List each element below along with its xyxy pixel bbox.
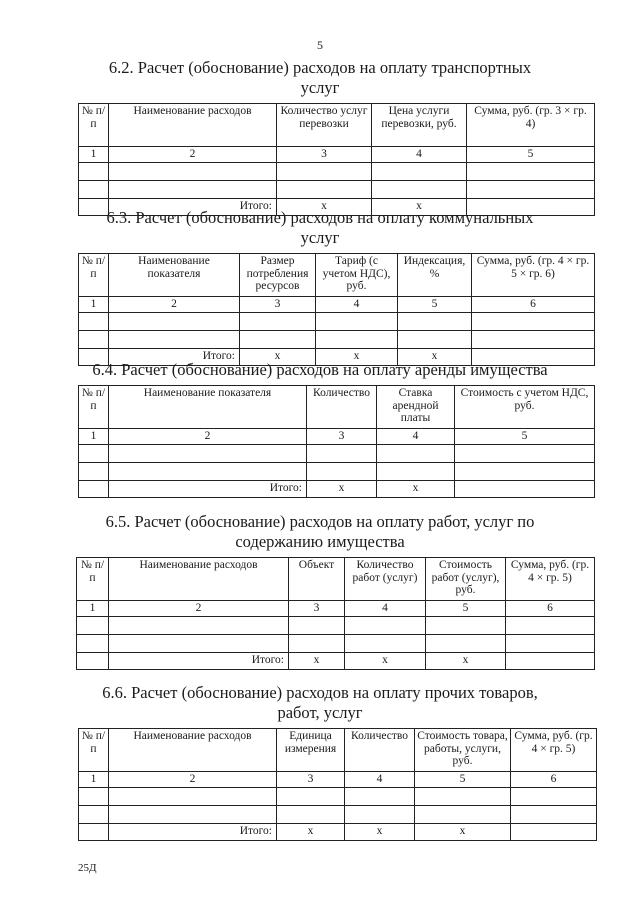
total-mark: х — [415, 823, 511, 840]
column-number: 5 — [467, 147, 595, 163]
total-mark: х — [277, 823, 345, 840]
column-number: 1 — [79, 297, 109, 313]
column-number: 3 — [240, 297, 316, 313]
header-cell: Цена услуги перевозки, руб. — [372, 104, 467, 147]
header-cell: Сумма, руб. (гр. 4 × гр. 5) — [506, 558, 595, 601]
table-row — [79, 312, 595, 330]
total-mark: х — [345, 823, 415, 840]
section-6-3 — [0, 208, 640, 366]
expense-table — [78, 253, 595, 366]
column-number: 5 — [415, 772, 511, 788]
total-label: Итого: — [109, 198, 277, 215]
table-row — [77, 616, 595, 634]
column-number: 2 — [109, 772, 277, 788]
column-number: 2 — [109, 297, 240, 313]
header-cell: Количество работ (услуг) — [345, 558, 426, 601]
column-number: 6 — [511, 772, 597, 788]
header-cell: Наименование расходов — [109, 729, 277, 772]
column-number: 1 — [79, 772, 109, 788]
section-6-6 — [0, 683, 640, 841]
column-number: 2 — [109, 147, 277, 163]
total-row — [77, 652, 595, 669]
table-row — [79, 462, 595, 480]
column-number: 4 — [316, 297, 398, 313]
header-cell: Сумма, руб. (гр. 4 × гр. 5 × гр. 6) — [472, 254, 595, 297]
header-cell: Количество услуг перевозки — [277, 104, 372, 147]
header-cell: Сумма, руб. (гр. 3 × гр. 4) — [467, 104, 595, 147]
header-cell: Сумма, руб. (гр. 4 × гр. 5) — [511, 729, 597, 772]
expense-table — [78, 103, 595, 216]
table-row — [79, 787, 597, 805]
table-row — [79, 180, 595, 198]
header-cell: № п/п — [79, 729, 109, 772]
section-6-5 — [0, 512, 640, 670]
column-number: 4 — [345, 772, 415, 788]
header-cell: Ставка арендной платы — [377, 386, 455, 429]
header-cell: Наименование расходов — [109, 104, 277, 147]
column-number: 1 — [79, 147, 109, 163]
header-cell: Наименование показателя — [109, 386, 307, 429]
total-row — [79, 480, 595, 497]
column-number: 1 — [79, 429, 109, 445]
column-number: 6 — [506, 601, 595, 617]
section-title: 6.4. Расчет (обоснование) расходов на оплату аренды имущества — [92, 360, 548, 379]
header-cell: Стоимость с учетом НДС, руб. — [455, 386, 595, 429]
section-title: 6.5. Расчет (обоснование) расходов на оплату работ, услуг по содержанию имущества — [105, 512, 535, 551]
section-title: 6.3. Расчет (обоснование) расходов на оплату коммунальных услуг — [106, 208, 534, 247]
total-label: Итого: — [109, 348, 240, 365]
total-mark: х — [398, 348, 472, 365]
table-row — [79, 444, 595, 462]
column-number: 1 — [77, 601, 109, 617]
table-row — [77, 634, 595, 652]
header-cell: Стоимость товара, работы, услуги, руб. — [415, 729, 511, 772]
total-mark: х — [277, 198, 372, 215]
header-cell: Наименование расходов — [109, 558, 289, 601]
total-label: Итого: — [109, 652, 289, 669]
column-number: 4 — [345, 601, 426, 617]
header-cell: Количество — [345, 729, 415, 772]
total-mark: х — [307, 480, 377, 497]
section-6-4 — [0, 360, 640, 498]
header-cell: № п/п — [79, 254, 109, 297]
column-number: 5 — [426, 601, 506, 617]
column-number: 2 — [109, 601, 289, 617]
expense-table — [78, 385, 595, 498]
total-mark: х — [240, 348, 316, 365]
header-cell: Единица измерения — [277, 729, 345, 772]
expense-table — [78, 728, 597, 841]
total-mark: х — [372, 198, 467, 215]
section-title: 6.2. Расчет (обоснование) расходов на оплату транспортных услуг — [108, 58, 532, 97]
header-cell: Размер потребления ресурсов — [240, 254, 316, 297]
column-number: 2 — [109, 429, 307, 445]
header-cell: № п/п — [79, 386, 109, 429]
page-number: 5 — [317, 38, 323, 52]
section-title: 6.6. Расчет (обоснование) расходов на оплату прочих товаров, работ, услуг — [102, 683, 538, 722]
table-row — [79, 330, 595, 348]
header-cell: № п/п — [79, 104, 109, 147]
column-number: 3 — [277, 147, 372, 163]
column-number: 3 — [277, 772, 345, 788]
header-cell: Тариф (с учетом НДС), руб. — [316, 254, 398, 297]
footer-code: 25Д — [78, 862, 97, 874]
total-mark: х — [316, 348, 398, 365]
total-mark: х — [426, 652, 506, 669]
total-mark: х — [377, 480, 455, 497]
header-cell: Объект — [289, 558, 345, 601]
column-number: 3 — [289, 601, 345, 617]
header-cell: Количество — [307, 386, 377, 429]
column-number: 4 — [377, 429, 455, 445]
header-cell: Стоимость работ (услуг), руб. — [426, 558, 506, 601]
total-mark: х — [345, 652, 426, 669]
total-label: Итого: — [109, 823, 277, 840]
total-row — [79, 823, 597, 840]
total-label: Итого: — [109, 480, 307, 497]
column-number: 5 — [455, 429, 595, 445]
section-6-2 — [0, 58, 640, 216]
table-row — [79, 162, 595, 180]
column-number: 4 — [372, 147, 467, 163]
column-number: 6 — [472, 297, 595, 313]
header-cell: Индексация, % — [398, 254, 472, 297]
column-number: 3 — [307, 429, 377, 445]
table-row — [79, 805, 597, 823]
total-mark: х — [289, 652, 345, 669]
header-cell: Наименование показателя — [109, 254, 240, 297]
header-cell: № п/п — [77, 558, 109, 601]
expense-table — [76, 557, 595, 670]
column-number: 5 — [398, 297, 472, 313]
